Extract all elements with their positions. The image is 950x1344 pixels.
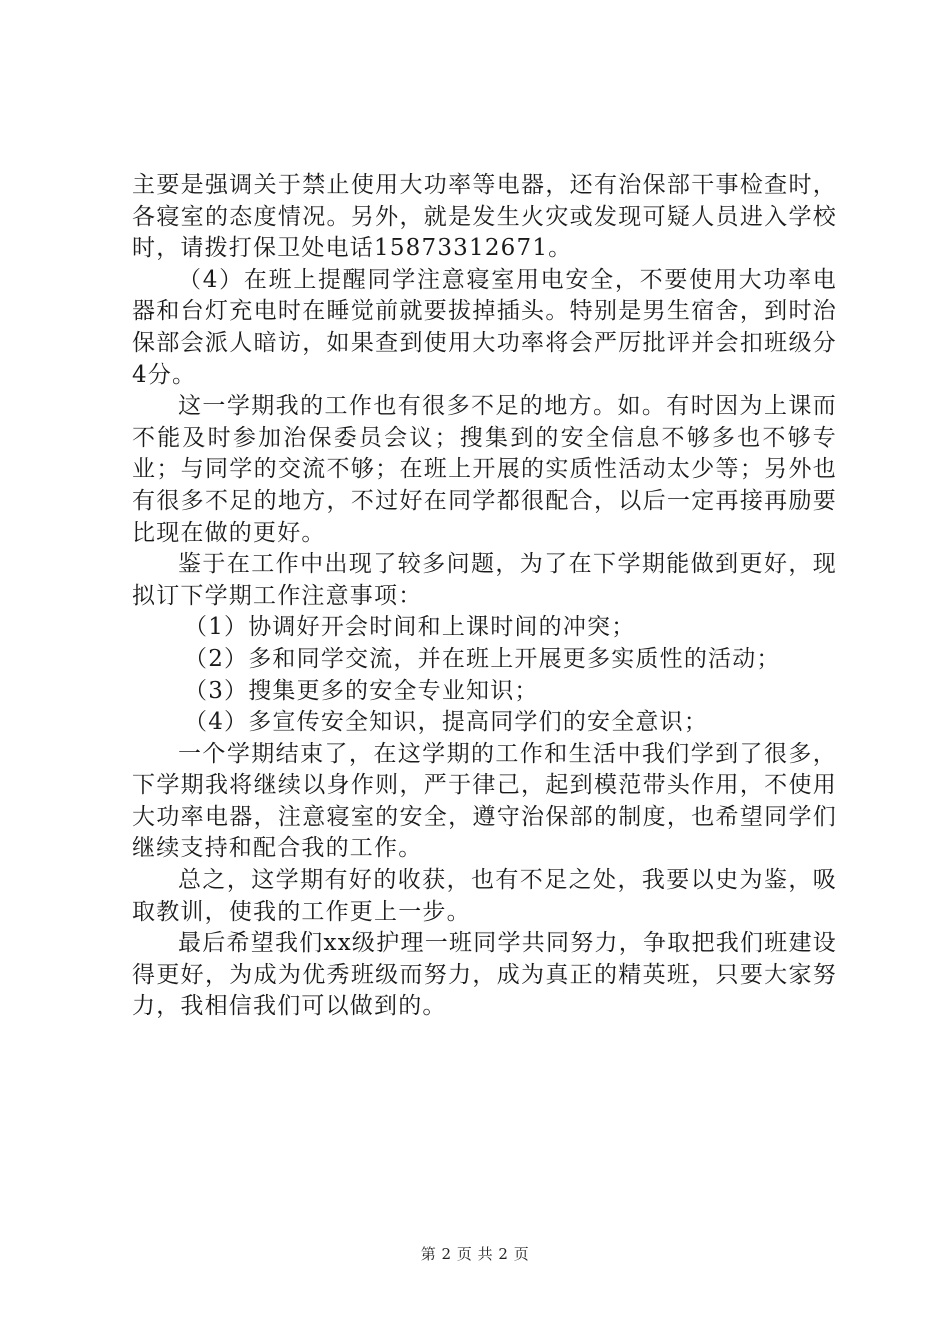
document-body xyxy=(132,170,837,1023)
paragraph-term-end: 一个学期结束了，在这学期的工作和生活中我们学到了很多，下学期我将继续以身作则，严于律己，起到模范带头作用，不使用大功率电器，注意寝室的安全，遵守治保部的制度，也希望同学们继续支持和配合我的工作。 xyxy=(132,740,837,862)
paragraph-continuation: 主要是强调关于禁止使用大功率等电器，还有治保部干事检查时，各寝室的态度情况。另外，就是发生火灾或发现可疑人员进入学校时，请拨打保卫处电话15873312671。 xyxy=(132,172,837,262)
list-item: （4）多宣传安全知识，提高同学们的安全意识； xyxy=(184,709,709,736)
paragraph-item-4-electric-safety: （4）在班上提醒同学注意寝室用电安全，不要使用大功率电器和台灯充电时在睡觉前就要拔掉插头。特别是男生宿舍，到时治保部会派人暗访，如果查到使用大功率将会严厉批评并会扣班级分4分。 xyxy=(132,266,837,388)
list-item: （3）搜集更多的安全专业知识； xyxy=(184,677,539,704)
paragraph-summary: 总之，这学期有好的收获，也有不足之处，我要以史为鉴，吸取教训，使我的工作更上一步。 xyxy=(132,867,837,925)
paragraph-next-term-intro: 鉴于在工作中出现了较多问题，为了在下学期能做到更好，现拟订下学期工作注意事项： xyxy=(132,551,837,609)
list-item: （1）协调好开会时间和上课时间的冲突； xyxy=(184,614,636,641)
paragraph-closing: 最后希望我们xx级护理一班同学共同努力，争取把我们班建设得更好，为成为优秀班级而努力，成为真正的精英班，只要大家努力，我相信我们可以做到的。 xyxy=(132,930,837,1020)
paragraph-shortcomings: 这一学期我的工作也有很多不足的地方。如。有时因为上课而不能及时参加治保委员会议；搜集到的安全信息不够多也不够专业；与同学的交流不够；在班上开展的实质性活动太少等；另外也有很多不足的地方，不过好在同学都很配合，以后一定再接再励要比现在做的更好。 xyxy=(132,393,837,546)
page-footer: 第 2 页 共 2 页 xyxy=(420,1245,530,1263)
list-item: （2）多和同学交流，并在班上开展更多实质性的活动； xyxy=(184,645,781,672)
